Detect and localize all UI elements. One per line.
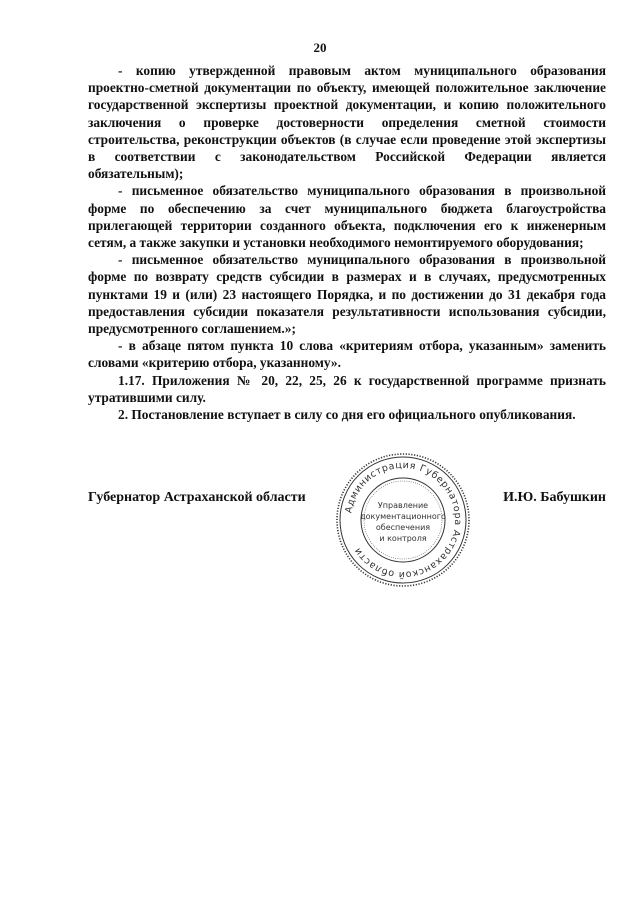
paragraph-6: 2. Постановление вступает в силу со дня его официального опубликования. — [118, 407, 576, 423]
stamp-inner-line: и контроля — [379, 534, 427, 543]
official-stamp — [333, 450, 473, 590]
stamp-inner-line: обеспечения — [375, 523, 431, 532]
stamp-seal-icon — [333, 450, 473, 590]
paragraph-1: - копию утвержденной правовым актом муниципального образования проектно-сметной документации по объекту, имеющей положительное заключение государственной экспертизы проектной документации, и копию положительного заключения о проверке достоверности определения сметной стоимости строительства, реконструкции объектов (в случае если проведение этой экспертизы в соответствии с законодательством Российской Федерации является обязательным); — [88, 63, 606, 182]
document-body — [88, 62, 606, 423]
signatory-position: Губернатор Астраханской области — [88, 490, 306, 505]
stamp-inner-line: документационного — [360, 512, 446, 521]
stamp-outer-text: Администрация Губернатора Астраханской области — [343, 459, 464, 581]
paragraph-5: 1.17. Приложения № 20, 22, 25, 26 к государственной программе признать утратившими силу. — [88, 372, 606, 405]
paragraph-2: - письменное обязательство муниципального образования в произвольной форме по обеспечению за счет муниципального бюджета благоустройства прилегающей территории созданного объекта, подключения его к инженерным сетям, а также закупки и установки необходимого немонтируемого оборудования; — [88, 183, 606, 251]
paragraph-3: - письменное обязательство муниципального образования в произвольной форме по возврату средств субсидии в размерах и в случаях, предусмотренных пунктами 19 и (или) 23 настоящего Порядка, и по достижении до 31 декабря года предоставления субсидии показателя результативности использования субсидии, предусмотренного соглашением.»; — [88, 252, 606, 337]
stamp-inner-line: Управление — [377, 501, 429, 510]
signatory-name: И.Ю. Бабушкин — [503, 490, 606, 505]
paragraph-4: - в абзаце пятом пункта 10 слова «критериям отбора, указанным» заменить словами «критерию отбора, указанному». — [88, 338, 606, 371]
page-number: 20 — [313, 40, 327, 55]
